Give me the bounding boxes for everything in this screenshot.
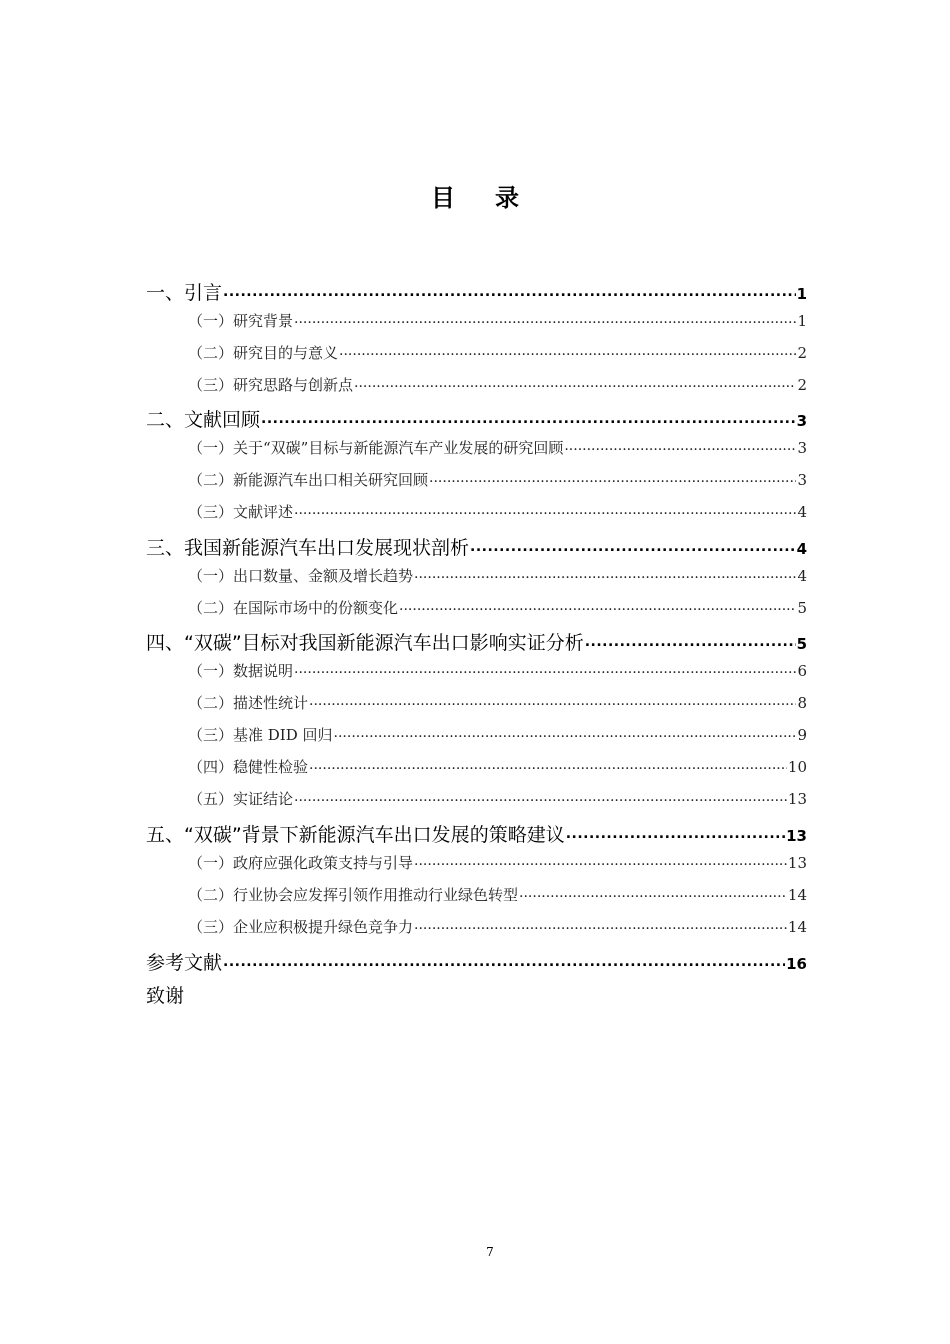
toc-entry-page-number: 8 xyxy=(797,694,807,712)
toc-entry-page-number: 10 xyxy=(787,758,807,776)
toc-section-entry[interactable] xyxy=(146,501,807,522)
toc-dot-leader xyxy=(564,438,796,453)
toc-section-entry[interactable] xyxy=(146,660,807,681)
toc-entry-page-number: 13 xyxy=(787,790,807,808)
toc-entry-page-number: 2 xyxy=(797,376,807,394)
toc-section-entry[interactable] xyxy=(146,597,807,618)
toc-chapter-entry[interactable] xyxy=(146,820,807,847)
toc-entry-label: （二）描述性统计 xyxy=(188,694,309,712)
toc-entry-label: （二）研究目的与意义 xyxy=(188,344,339,362)
toc-entry-label: （三）基准 DID 回归 xyxy=(188,726,333,744)
toc-entry-label: （一）政府应强化政策支持与引导 xyxy=(188,854,414,872)
toc-entry-page-number: 6 xyxy=(797,662,807,680)
toc-section-entry[interactable] xyxy=(146,724,807,745)
toc-entry-label: 一、引言 xyxy=(146,282,223,304)
toc-entry-label: 参考文献 xyxy=(146,952,223,974)
page-number: 7 xyxy=(486,1245,494,1259)
toc-section-entry[interactable] xyxy=(146,437,807,458)
toc-dot-leader xyxy=(294,502,796,517)
toc-dot-leader xyxy=(294,311,796,326)
toc-dot-leader xyxy=(309,693,796,708)
toc-dot-leader xyxy=(294,661,796,676)
toc-dot-leader xyxy=(414,853,787,868)
toc-entry-label: （三）研究思路与创新点 xyxy=(188,376,354,394)
toc-dot-leader xyxy=(566,822,785,841)
toc-section-entry[interactable] xyxy=(146,756,807,777)
toc-entry-page-number: 3 xyxy=(796,412,807,430)
toc-entry-page-number: 1 xyxy=(796,285,807,303)
toc-entry-page-number: 3 xyxy=(797,439,807,457)
toc-section-entry[interactable] xyxy=(146,310,807,331)
toc-entry-label: 三、我国新能源汽车出口发展现状剖析 xyxy=(146,537,470,559)
toc-dot-leader xyxy=(585,630,796,649)
toc-dot-leader xyxy=(294,789,787,804)
toc-entry-label: （一）数据说明 xyxy=(188,662,294,680)
toc-entry-page-number: 2 xyxy=(797,344,807,362)
toc-dot-leader xyxy=(339,343,796,358)
toc-dot-leader xyxy=(470,535,796,554)
toc-entry-page-number: 3 xyxy=(797,471,807,489)
toc-chapter-entry[interactable] xyxy=(146,405,807,432)
toc-entry-page-number: 4 xyxy=(797,503,807,521)
toc-entry-label: （一）关于“双碳”目标与新能源汽车产业发展的研究回顾 xyxy=(188,439,564,457)
toc-dot-leader xyxy=(223,950,785,969)
toc-entry-page-number: 4 xyxy=(796,540,807,558)
toc-entry-label: （三）企业应积极提升绿色竞争力 xyxy=(188,918,414,936)
toc-chapter-entry[interactable] xyxy=(146,981,807,1008)
toc-entry-label: （二）在国际市场中的份额变化 xyxy=(188,599,399,617)
toc-entry-page-number: 4 xyxy=(797,567,807,585)
toc-chapter-entry[interactable] xyxy=(146,628,807,655)
toc-section-entry[interactable] xyxy=(146,884,807,905)
toc-dot-leader xyxy=(414,566,796,581)
toc-entry-label: （五）实证结论 xyxy=(188,790,294,808)
toc-section-entry[interactable] xyxy=(146,469,807,490)
toc-dot-leader xyxy=(261,407,796,426)
toc-dot-leader xyxy=(223,280,796,299)
toc-entry-page-number: 9 xyxy=(797,726,807,744)
toc-entry-label: 五、“双碳”背景下新能源汽车出口发展的策略建议 xyxy=(146,824,565,846)
toc-entry-page-number: 5 xyxy=(797,599,807,617)
toc-entry-page-number: 13 xyxy=(786,827,807,845)
toc-section-entry[interactable] xyxy=(146,692,807,713)
toc-section-entry[interactable] xyxy=(146,342,807,363)
toc-entry-label: 四、“双碳”目标对我国新能源汽车出口影响实证分析 xyxy=(146,632,584,654)
toc-section-entry[interactable] xyxy=(146,374,807,395)
toc-entry-page-number: 1 xyxy=(797,312,807,330)
toc-entry-page-number: 14 xyxy=(787,918,807,936)
toc-section-entry[interactable] xyxy=(146,852,807,873)
toc-dot-leader xyxy=(429,470,796,485)
toc-dot-leader xyxy=(414,917,787,932)
toc-chapter-entry[interactable] xyxy=(146,278,807,305)
page-title: 目录 xyxy=(431,184,559,212)
toc-entry-label: （二）新能源汽车出口相关研究回顾 xyxy=(188,471,429,489)
toc-entry-label: 致谢 xyxy=(146,985,185,1007)
toc-entry-label: （一）研究背景 xyxy=(188,312,294,330)
toc-section-entry[interactable] xyxy=(146,565,807,586)
toc-dot-leader xyxy=(334,725,797,740)
toc-dot-leader xyxy=(309,757,787,772)
toc-chapter-entry[interactable] xyxy=(146,948,807,975)
toc-dot-leader xyxy=(354,375,796,390)
toc-entry-label: （二）行业协会应发挥引领作用推动行业绿色转型 xyxy=(188,886,519,904)
toc-section-entry[interactable] xyxy=(146,788,807,809)
toc-entry-page-number: 14 xyxy=(787,886,807,904)
toc-entry-label: （一）出口数量、金额及增长趋势 xyxy=(188,567,414,585)
toc-entry-page-number: 16 xyxy=(786,955,807,973)
toc-section-entry[interactable] xyxy=(146,916,807,937)
toc-dot-leader xyxy=(519,885,787,900)
toc-entry-label: 二、文献回顾 xyxy=(146,409,261,431)
toc-dot-leader xyxy=(399,598,796,613)
toc-entry-label: （四）稳健性检验 xyxy=(188,758,309,776)
toc-entry-label: （三）文献评述 xyxy=(188,503,294,521)
toc-entry-page-number: 13 xyxy=(787,854,807,872)
toc-chapter-entry[interactable] xyxy=(146,533,807,560)
toc-entry-page-number: 5 xyxy=(796,635,807,653)
